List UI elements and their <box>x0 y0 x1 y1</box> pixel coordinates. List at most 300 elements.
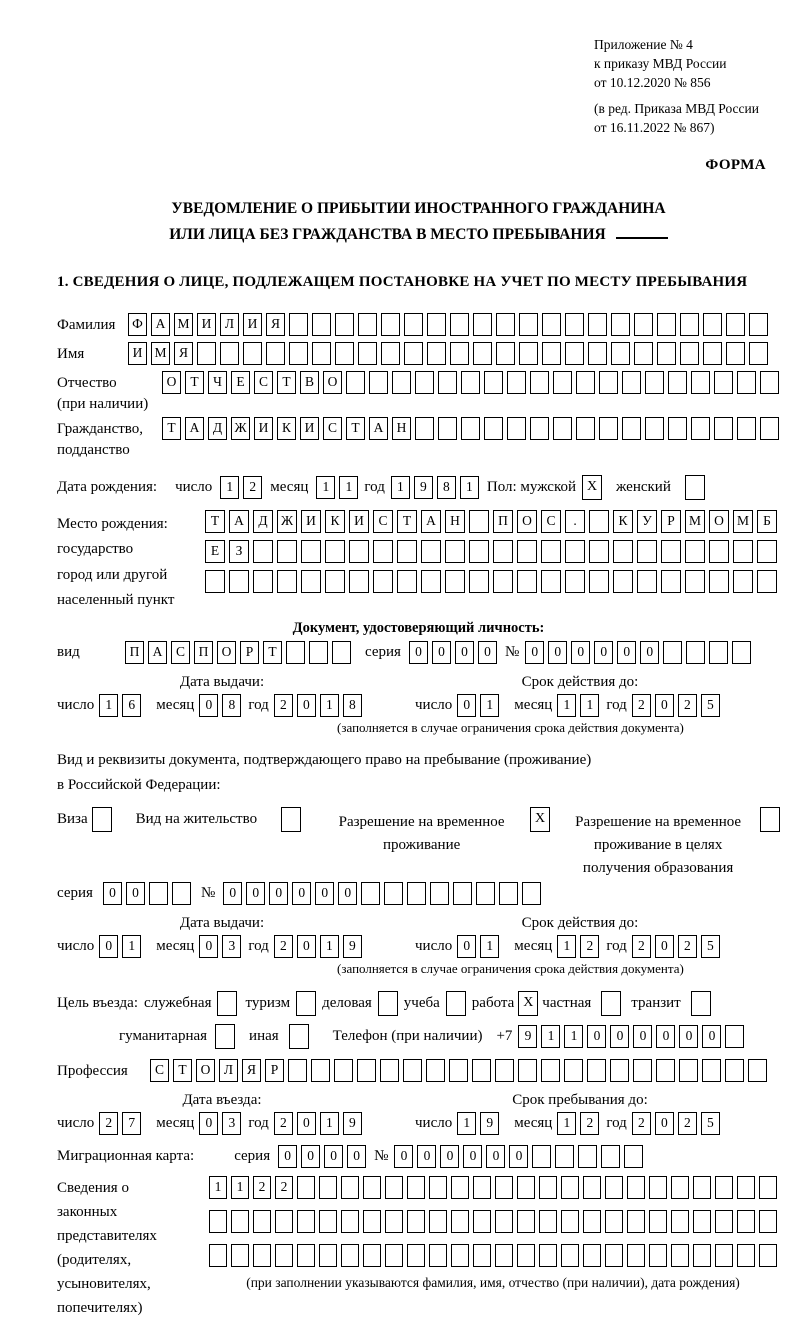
form-cell[interactable]: Т <box>346 417 365 440</box>
form-cell[interactable]: 2 <box>274 694 293 717</box>
form-cell[interactable]: 0 <box>640 641 659 664</box>
form-cell[interactable] <box>622 371 641 394</box>
form-cell[interactable] <box>714 417 733 440</box>
form-cell[interactable] <box>760 371 779 394</box>
form-cell[interactable]: И <box>128 342 147 365</box>
form-cell[interactable] <box>205 570 225 593</box>
form-cell[interactable]: С <box>541 510 561 533</box>
form-cell[interactable] <box>656 1059 675 1082</box>
form-cell[interactable] <box>253 570 273 593</box>
form-cell[interactable]: 2 <box>632 694 651 717</box>
form-cell[interactable] <box>627 1176 645 1199</box>
form-cell[interactable] <box>346 371 365 394</box>
form-cell[interactable] <box>564 1059 583 1082</box>
form-cell[interactable] <box>427 313 446 336</box>
form-cell[interactable] <box>426 1059 445 1082</box>
form-cell[interactable]: О <box>217 641 236 664</box>
form-cell[interactable] <box>671 1176 689 1199</box>
form-cell[interactable]: И <box>301 510 321 533</box>
form-cell[interactable]: 2 <box>678 935 697 958</box>
form-cell[interactable] <box>461 417 480 440</box>
form-cell[interactable]: 0 <box>338 882 357 905</box>
form-cell[interactable]: 0 <box>292 882 311 905</box>
purpose-private-checkbox[interactable] <box>601 991 621 1016</box>
form-cell[interactable]: О <box>196 1059 215 1082</box>
form-cell[interactable] <box>637 570 657 593</box>
form-cell[interactable]: 1 <box>320 935 339 958</box>
form-cell[interactable]: 0 <box>417 1145 436 1168</box>
form-cell[interactable] <box>243 342 262 365</box>
form-cell[interactable] <box>312 313 331 336</box>
form-cell[interactable]: Р <box>240 641 259 664</box>
form-cell[interactable] <box>726 342 745 365</box>
form-cell[interactable]: О <box>323 371 342 394</box>
form-cell[interactable]: 2 <box>580 935 599 958</box>
form-cell[interactable] <box>445 570 465 593</box>
form-cell[interactable] <box>583 1210 601 1233</box>
form-cell[interactable]: Я <box>174 342 193 365</box>
form-cell[interactable] <box>518 1059 537 1082</box>
form-cell[interactable]: Т <box>162 417 181 440</box>
form-cell[interactable] <box>671 1244 689 1267</box>
form-cell[interactable] <box>703 313 722 336</box>
form-cell[interactable]: С <box>373 510 393 533</box>
form-cell[interactable] <box>289 313 308 336</box>
form-cell[interactable] <box>385 1210 403 1233</box>
form-cell[interactable]: 0 <box>199 1112 218 1135</box>
form-cell[interactable]: 2 <box>632 1112 651 1135</box>
form-cell[interactable]: 0 <box>103 882 122 905</box>
form-cell[interactable]: 0 <box>571 641 590 664</box>
purpose-work-checkbox[interactable]: X <box>518 991 538 1016</box>
form-cell[interactable]: 1 <box>457 1112 476 1135</box>
form-cell[interactable] <box>605 1244 623 1267</box>
form-cell[interactable]: Р <box>265 1059 284 1082</box>
form-cell[interactable] <box>726 313 745 336</box>
form-cell[interactable]: 0 <box>478 641 497 664</box>
form-cell[interactable] <box>266 342 285 365</box>
form-cell[interactable] <box>539 1176 557 1199</box>
form-cell[interactable]: Ф <box>128 313 147 336</box>
form-cell[interactable] <box>645 417 664 440</box>
form-cell[interactable] <box>438 417 457 440</box>
form-cell[interactable]: 1 <box>320 1112 339 1135</box>
form-cell[interactable] <box>613 540 633 563</box>
form-cell[interactable] <box>611 313 630 336</box>
form-cell[interactable]: К <box>613 510 633 533</box>
form-cell[interactable] <box>715 1244 733 1267</box>
form-cell[interactable]: 0 <box>587 1025 606 1048</box>
form-cell[interactable] <box>407 882 426 905</box>
form-cell[interactable] <box>637 540 657 563</box>
form-cell[interactable] <box>450 342 469 365</box>
form-cell[interactable] <box>613 570 633 593</box>
form-cell[interactable] <box>407 1176 425 1199</box>
form-cell[interactable]: А <box>151 313 170 336</box>
form-cell[interactable]: 0 <box>223 882 242 905</box>
form-cell[interactable]: 0 <box>617 641 636 664</box>
form-cell[interactable]: 1 <box>231 1176 249 1199</box>
form-cell[interactable] <box>277 540 297 563</box>
form-cell[interactable]: М <box>151 342 170 365</box>
form-cell[interactable]: 7 <box>122 1112 141 1135</box>
form-cell[interactable] <box>469 510 489 533</box>
form-cell[interactable] <box>588 342 607 365</box>
form-cell[interactable] <box>373 540 393 563</box>
form-cell[interactable]: Д <box>208 417 227 440</box>
form-cell[interactable]: 1 <box>460 476 479 499</box>
form-cell[interactable] <box>397 570 417 593</box>
form-cell[interactable]: 0 <box>278 1145 297 1168</box>
form-cell[interactable] <box>404 342 423 365</box>
form-cell[interactable]: 0 <box>486 1145 505 1168</box>
form-cell[interactable]: 1 <box>480 694 499 717</box>
form-cell[interactable] <box>733 570 753 593</box>
form-cell[interactable]: 0 <box>509 1145 528 1168</box>
form-cell[interactable] <box>565 540 585 563</box>
form-cell[interactable]: . <box>565 510 585 533</box>
form-cell[interactable]: 0 <box>655 1112 674 1135</box>
form-cell[interactable] <box>671 1210 689 1233</box>
form-cell[interactable] <box>363 1210 381 1233</box>
form-cell[interactable]: 1 <box>320 694 339 717</box>
form-cell[interactable] <box>507 417 526 440</box>
form-cell[interactable] <box>561 1244 579 1267</box>
form-cell[interactable]: 0 <box>246 882 265 905</box>
form-cell[interactable] <box>732 641 751 664</box>
form-cell[interactable] <box>555 1145 574 1168</box>
form-cell[interactable]: 0 <box>633 1025 652 1048</box>
form-cell[interactable] <box>709 641 728 664</box>
form-cell[interactable] <box>634 313 653 336</box>
option-residence-permit-checkbox[interactable] <box>281 807 301 832</box>
form-cell[interactable] <box>473 1244 491 1267</box>
form-cell[interactable] <box>522 882 541 905</box>
form-cell[interactable] <box>430 882 449 905</box>
form-cell[interactable] <box>749 342 768 365</box>
form-cell[interactable] <box>429 1176 447 1199</box>
form-cell[interactable]: 0 <box>297 1112 316 1135</box>
form-cell[interactable]: С <box>150 1059 169 1082</box>
form-cell[interactable] <box>445 540 465 563</box>
form-cell[interactable]: 0 <box>315 882 334 905</box>
form-cell[interactable] <box>404 313 423 336</box>
form-cell[interactable]: Е <box>231 371 250 394</box>
form-cell[interactable]: П <box>125 641 144 664</box>
form-cell[interactable] <box>275 1244 293 1267</box>
form-cell[interactable]: 1 <box>391 476 410 499</box>
form-cell[interactable] <box>385 1176 403 1199</box>
form-cell[interactable]: 0 <box>409 641 428 664</box>
form-cell[interactable] <box>149 882 168 905</box>
form-cell[interactable]: С <box>171 641 190 664</box>
form-cell[interactable] <box>611 342 630 365</box>
form-cell[interactable] <box>589 570 609 593</box>
form-cell[interactable]: 0 <box>301 1145 320 1168</box>
form-cell[interactable]: Т <box>173 1059 192 1082</box>
form-cell[interactable]: А <box>185 417 204 440</box>
form-cell[interactable]: И <box>254 417 273 440</box>
form-cell[interactable] <box>737 417 756 440</box>
form-cell[interactable]: О <box>162 371 181 394</box>
form-cell[interactable] <box>286 641 305 664</box>
form-cell[interactable]: 0 <box>99 935 118 958</box>
form-cell[interactable] <box>541 1059 560 1082</box>
purpose-humanitarian-checkbox[interactable] <box>215 1024 235 1049</box>
form-cell[interactable]: 1 <box>557 694 576 717</box>
form-cell[interactable] <box>517 570 537 593</box>
form-cell[interactable] <box>680 313 699 336</box>
form-cell[interactable] <box>438 371 457 394</box>
form-cell[interactable] <box>519 342 538 365</box>
form-cell[interactable]: П <box>194 641 213 664</box>
form-cell[interactable] <box>576 417 595 440</box>
form-cell[interactable]: 1 <box>209 1176 227 1199</box>
form-cell[interactable] <box>645 371 664 394</box>
form-cell[interactable] <box>627 1244 645 1267</box>
purpose-transit-checkbox[interactable] <box>691 991 711 1016</box>
form-cell[interactable]: 1 <box>580 694 599 717</box>
form-cell[interactable] <box>685 540 705 563</box>
form-cell[interactable] <box>332 641 351 664</box>
form-cell[interactable]: М <box>174 313 193 336</box>
form-cell[interactable] <box>496 313 515 336</box>
form-cell[interactable] <box>610 1059 629 1082</box>
form-cell[interactable] <box>680 342 699 365</box>
form-cell[interactable]: 0 <box>702 1025 721 1048</box>
form-cell[interactable]: 0 <box>455 641 474 664</box>
option-visa-checkbox[interactable] <box>92 807 112 832</box>
form-cell[interactable] <box>541 540 561 563</box>
form-cell[interactable] <box>309 641 328 664</box>
form-cell[interactable]: 1 <box>541 1025 560 1048</box>
form-cell[interactable] <box>733 540 753 563</box>
form-cell[interactable] <box>541 570 561 593</box>
form-cell[interactable]: 0 <box>199 935 218 958</box>
form-cell[interactable] <box>507 371 526 394</box>
form-cell[interactable] <box>429 1244 447 1267</box>
form-cell[interactable]: 0 <box>126 882 145 905</box>
form-cell[interactable] <box>539 1244 557 1267</box>
form-cell[interactable] <box>565 313 584 336</box>
form-cell[interactable] <box>539 1210 557 1233</box>
form-cell[interactable] <box>319 1210 337 1233</box>
form-cell[interactable] <box>553 371 572 394</box>
form-cell[interactable] <box>197 342 216 365</box>
form-cell[interactable] <box>693 1244 711 1267</box>
form-cell[interactable] <box>583 1244 601 1267</box>
form-cell[interactable]: 2 <box>253 1176 271 1199</box>
form-cell[interactable] <box>496 342 515 365</box>
form-cell[interactable] <box>703 342 722 365</box>
form-cell[interactable] <box>319 1244 337 1267</box>
form-cell[interactable] <box>335 313 354 336</box>
form-cell[interactable]: Я <box>266 313 285 336</box>
form-cell[interactable]: М <box>733 510 753 533</box>
form-cell[interactable] <box>605 1176 623 1199</box>
form-cell[interactable] <box>361 882 380 905</box>
form-cell[interactable] <box>725 1059 744 1082</box>
form-cell[interactable]: 0 <box>324 1145 343 1168</box>
form-cell[interactable] <box>341 1244 359 1267</box>
form-cell[interactable]: 5 <box>701 935 720 958</box>
form-cell[interactable]: 0 <box>269 882 288 905</box>
form-cell[interactable]: 1 <box>220 476 239 499</box>
form-cell[interactable]: 2 <box>678 1112 697 1135</box>
form-cell[interactable] <box>685 570 705 593</box>
form-cell[interactable] <box>231 1210 249 1233</box>
form-cell[interactable]: 0 <box>655 694 674 717</box>
form-cell[interactable]: 0 <box>457 935 476 958</box>
form-cell[interactable]: С <box>254 371 273 394</box>
form-cell[interactable] <box>484 417 503 440</box>
form-cell[interactable] <box>691 371 710 394</box>
form-cell[interactable] <box>363 1244 381 1267</box>
form-cell[interactable] <box>427 342 446 365</box>
form-cell[interactable] <box>693 1176 711 1199</box>
form-cell[interactable] <box>605 1210 623 1233</box>
form-cell[interactable] <box>288 1059 307 1082</box>
form-cell[interactable]: 2 <box>632 935 651 958</box>
form-cell[interactable] <box>587 1059 606 1082</box>
form-cell[interactable]: 2 <box>580 1112 599 1135</box>
form-cell[interactable]: Ч <box>208 371 227 394</box>
form-cell[interactable]: Н <box>445 510 465 533</box>
form-cell[interactable]: М <box>685 510 705 533</box>
form-cell[interactable] <box>358 313 377 336</box>
form-cell[interactable]: А <box>369 417 388 440</box>
form-cell[interactable] <box>748 1059 767 1082</box>
form-cell[interactable] <box>473 1176 491 1199</box>
form-cell[interactable] <box>363 1176 381 1199</box>
form-cell[interactable]: Б <box>757 510 777 533</box>
form-cell[interactable] <box>380 1059 399 1082</box>
form-cell[interactable] <box>649 1210 667 1233</box>
form-cell[interactable]: 1 <box>316 476 335 499</box>
form-cell[interactable]: 9 <box>343 1112 362 1135</box>
purpose-official-checkbox[interactable] <box>217 991 237 1016</box>
form-cell[interactable]: Т <box>277 371 296 394</box>
form-cell[interactable] <box>473 313 492 336</box>
form-cell[interactable] <box>530 417 549 440</box>
form-cell[interactable] <box>476 882 495 905</box>
form-cell[interactable] <box>421 570 441 593</box>
form-cell[interactable] <box>253 1210 271 1233</box>
form-cell[interactable]: 1 <box>564 1025 583 1048</box>
form-cell[interactable] <box>385 1244 403 1267</box>
form-cell[interactable] <box>686 641 705 664</box>
form-cell[interactable]: Л <box>220 313 239 336</box>
form-cell[interactable] <box>253 1244 271 1267</box>
form-cell[interactable] <box>578 1145 597 1168</box>
form-cell[interactable] <box>517 1244 535 1267</box>
form-cell[interactable] <box>325 570 345 593</box>
form-cell[interactable] <box>649 1244 667 1267</box>
form-cell[interactable] <box>668 417 687 440</box>
form-cell[interactable]: 8 <box>437 476 456 499</box>
form-cell[interactable] <box>493 570 513 593</box>
form-cell[interactable]: 2 <box>274 935 293 958</box>
form-cell[interactable] <box>335 342 354 365</box>
form-cell[interactable] <box>759 1176 777 1199</box>
form-cell[interactable]: 2 <box>99 1112 118 1135</box>
form-cell[interactable]: И <box>197 313 216 336</box>
form-cell[interactable] <box>381 313 400 336</box>
form-cell[interactable] <box>301 570 321 593</box>
option-temp-residence-education-checkbox[interactable] <box>760 807 780 832</box>
form-cell[interactable]: 1 <box>122 935 141 958</box>
form-cell[interactable] <box>421 540 441 563</box>
form-cell[interactable]: 0 <box>297 935 316 958</box>
form-cell[interactable]: Я <box>242 1059 261 1082</box>
form-cell[interactable] <box>668 371 687 394</box>
form-cell[interactable] <box>737 1176 755 1199</box>
form-cell[interactable] <box>530 371 549 394</box>
form-cell[interactable]: 8 <box>343 694 362 717</box>
form-cell[interactable] <box>453 882 472 905</box>
form-cell[interactable]: 0 <box>525 641 544 664</box>
form-cell[interactable] <box>737 1210 755 1233</box>
form-cell[interactable] <box>407 1244 425 1267</box>
form-cell[interactable] <box>357 1059 376 1082</box>
form-cell[interactable] <box>542 313 561 336</box>
form-cell[interactable]: 1 <box>339 476 358 499</box>
form-cell[interactable] <box>757 540 777 563</box>
form-cell[interactable] <box>589 510 609 533</box>
purpose-business-checkbox[interactable] <box>378 991 398 1016</box>
form-cell[interactable] <box>627 1210 645 1233</box>
form-cell[interactable]: 2 <box>275 1176 293 1199</box>
form-cell[interactable] <box>469 540 489 563</box>
form-cell[interactable] <box>209 1210 227 1233</box>
form-cell[interactable] <box>319 1176 337 1199</box>
form-cell[interactable] <box>473 342 492 365</box>
form-cell[interactable]: Д <box>253 510 273 533</box>
form-cell[interactable] <box>760 417 779 440</box>
form-cell[interactable]: 0 <box>594 641 613 664</box>
form-cell[interactable]: 0 <box>463 1145 482 1168</box>
form-cell[interactable]: А <box>148 641 167 664</box>
form-cell[interactable] <box>495 1176 513 1199</box>
form-cell[interactable] <box>493 540 513 563</box>
purpose-study-checkbox[interactable] <box>446 991 466 1016</box>
form-cell[interactable]: У <box>637 510 657 533</box>
form-cell[interactable] <box>349 570 369 593</box>
form-cell[interactable] <box>429 1210 447 1233</box>
form-cell[interactable] <box>583 1176 601 1199</box>
form-cell[interactable]: Л <box>219 1059 238 1082</box>
form-cell[interactable]: 6 <box>122 694 141 717</box>
form-cell[interactable] <box>599 417 618 440</box>
form-cell[interactable]: Н <box>392 417 411 440</box>
form-cell[interactable] <box>714 371 733 394</box>
form-cell[interactable] <box>499 882 518 905</box>
form-cell[interactable] <box>691 417 710 440</box>
form-cell[interactable]: 9 <box>480 1112 499 1135</box>
form-cell[interactable] <box>599 371 618 394</box>
form-cell[interactable]: 9 <box>343 935 362 958</box>
form-cell[interactable]: Р <box>661 510 681 533</box>
form-cell[interactable]: 5 <box>701 1112 720 1135</box>
form-cell[interactable]: 0 <box>394 1145 413 1168</box>
form-cell[interactable] <box>702 1059 721 1082</box>
form-cell[interactable]: 2 <box>243 476 262 499</box>
form-cell[interactable] <box>297 1176 315 1199</box>
form-cell[interactable] <box>484 371 503 394</box>
form-cell[interactable] <box>661 540 681 563</box>
form-cell[interactable]: 0 <box>199 694 218 717</box>
form-cell[interactable]: К <box>277 417 296 440</box>
